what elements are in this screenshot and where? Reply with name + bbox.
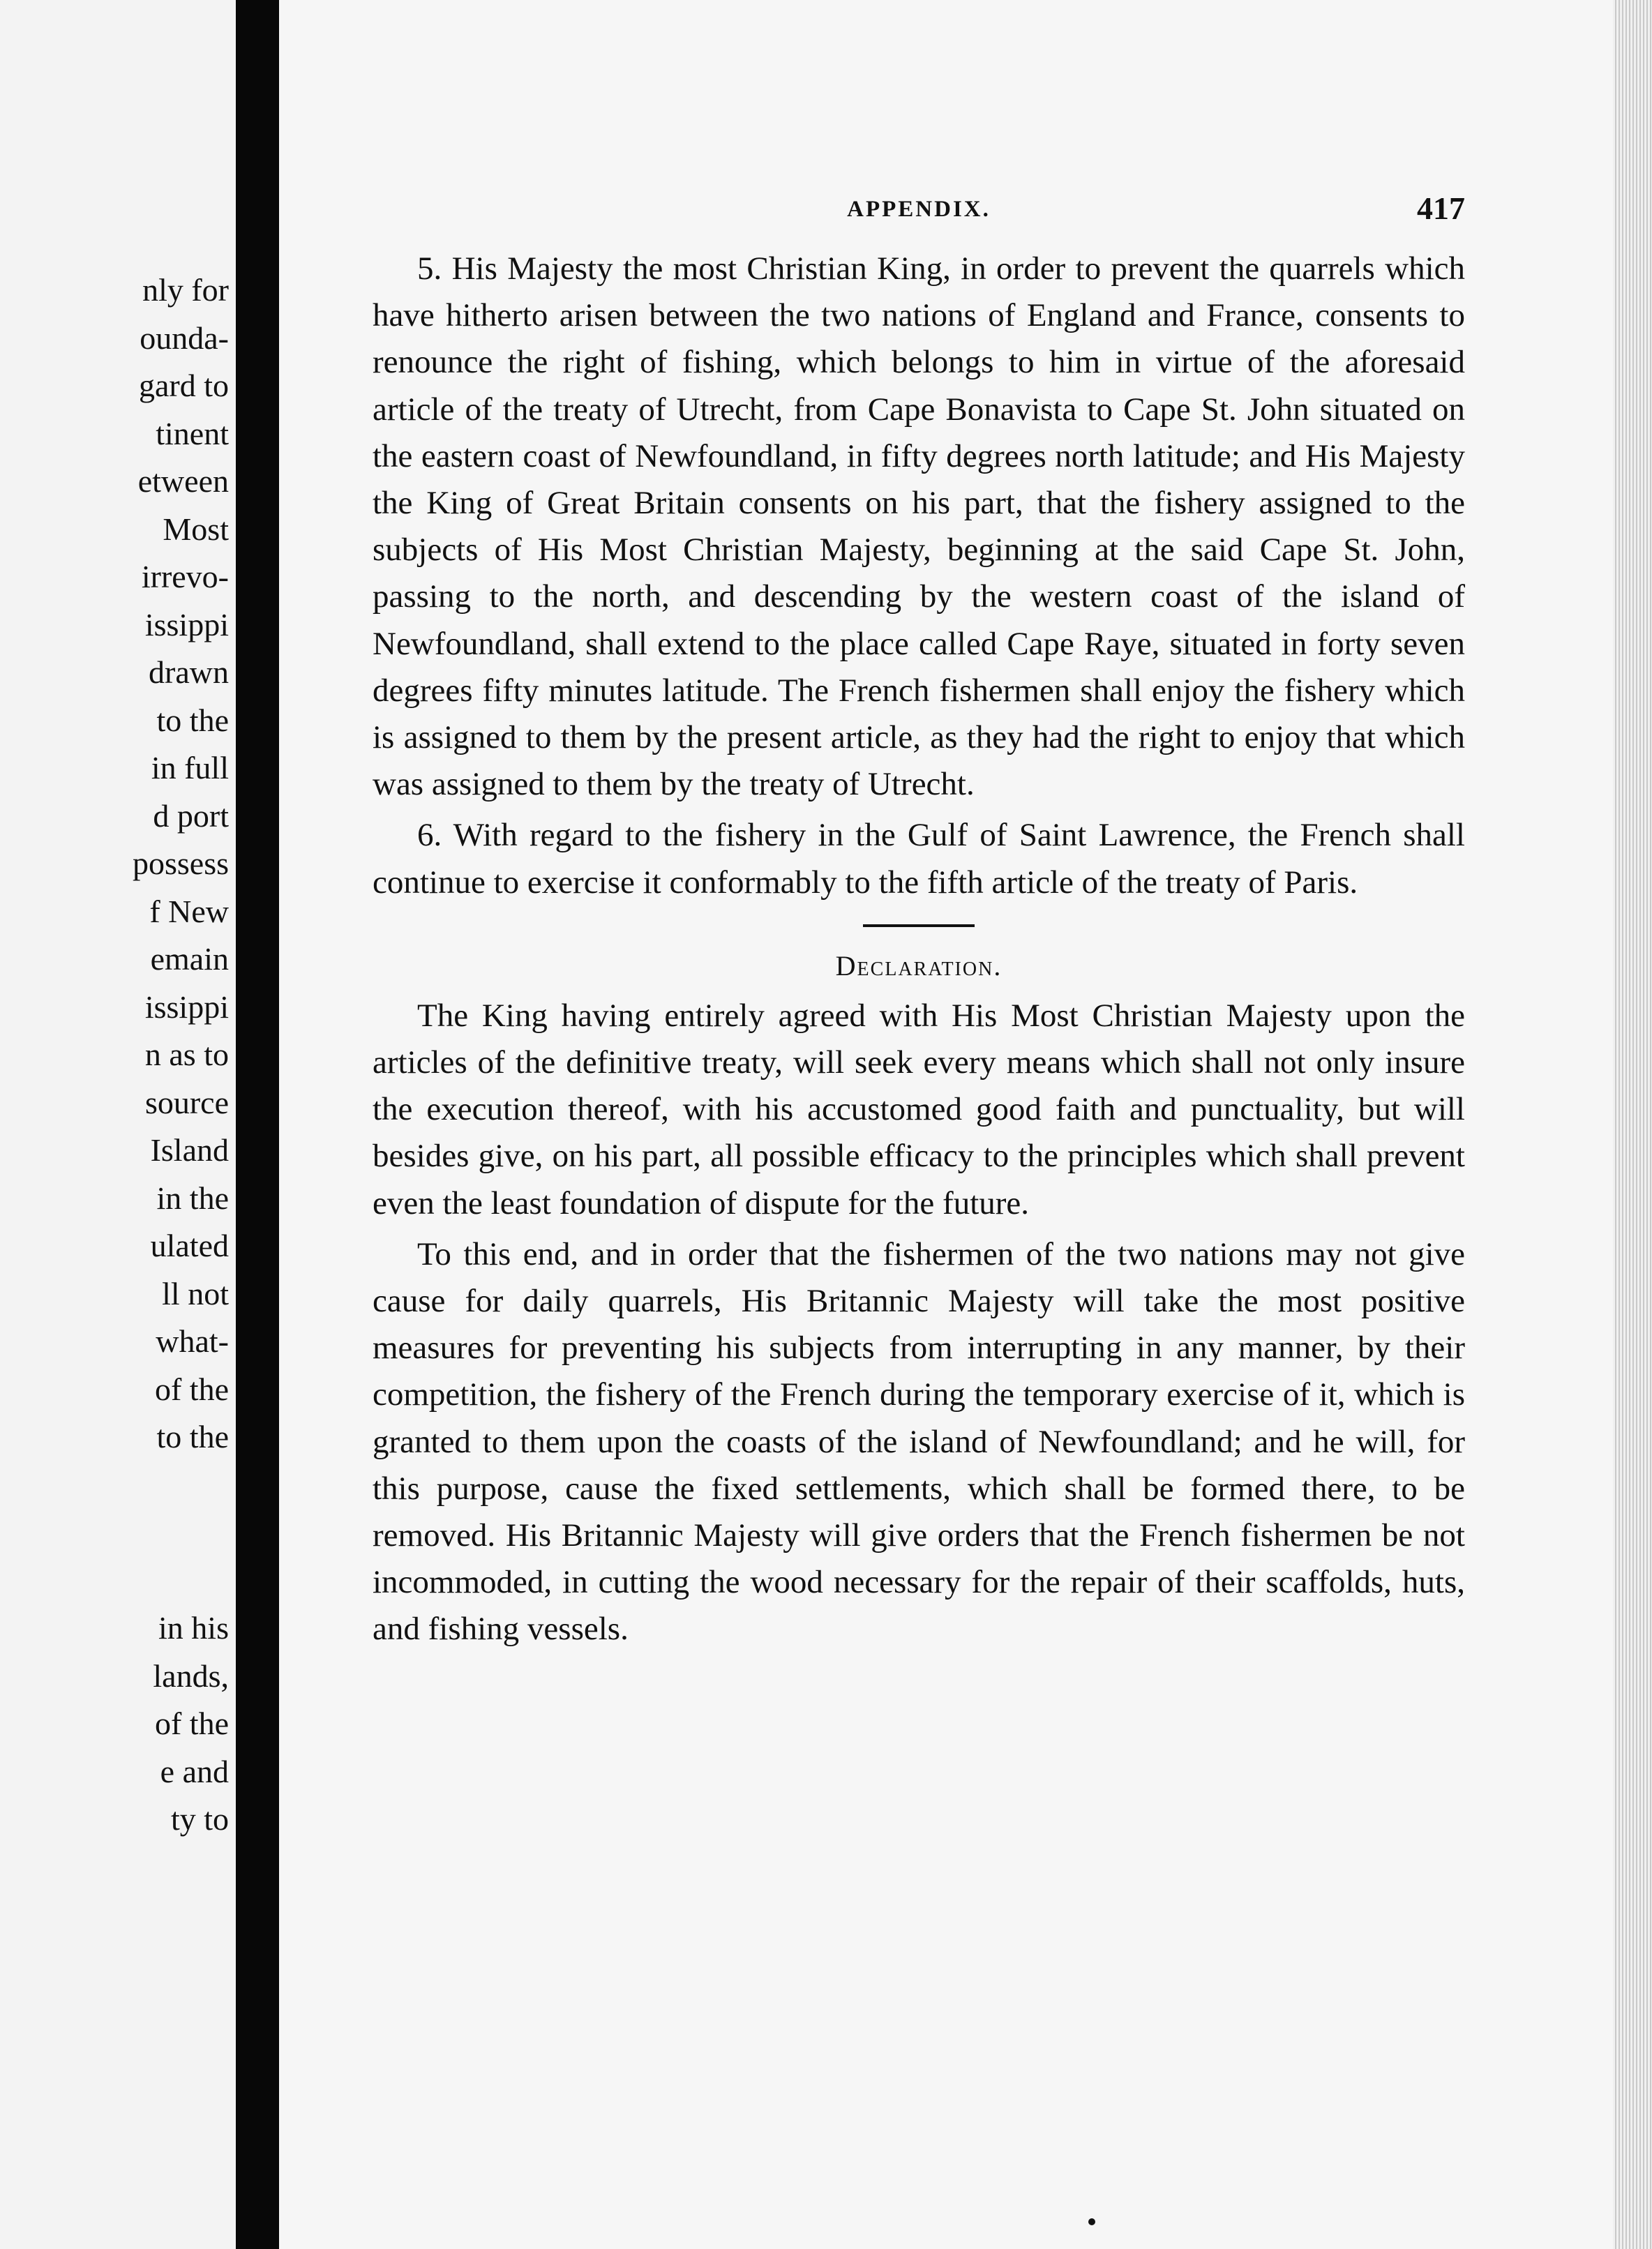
line-fragment: d port [153,797,229,834]
page-edge-stack [1613,0,1652,2249]
line-fragment [0,1557,229,1605]
line-fragment [0,1461,229,1510]
line-fragment: emain [150,941,229,977]
previous-page-lines [0,266,229,1844]
line-fragment: source [144,1084,229,1120]
page-number: 417 [1417,190,1465,226]
line-fragment: drawn [149,654,229,690]
line-fragment: f New [149,893,229,929]
article-paragraph: 5. His Majesty the most Christian King, in order to prevent the quarrels which have hitherto arisen between the two nations of England and France, consents to renounce the right of fishing, which belongs to him in virtue of the aforesaid article of the treaty of Utrecht, from Cape Bonavista to Cape St. John situated on the eastern coast of Newfoundland, in fifty degrees north latitude; and His Majesty the King of Great Britain consents on his part, that the fishery assigned to the subjects of His Most Christian Majesty, beginning at the said Cape St. John, passing to the north, and descending by the western coast of the island of Newfoundland, shall extend to the place called Cape Raye, situated in forty seven degrees fifty minutes latitude. The French fishermen shall enjoy the fishery which is assigned to them by the present article, as they had the right to enjoy that which was assigned to them by the treaty of Utrecht. [373,250,1465,803]
line-fragment: Island [150,1132,229,1168]
article-paragraph: 6. With regard to the fishery in the Gulf of Saint Lawrence, the French shall continue to exercise it conformably to the fifth article of the treaty of Paris. [373,817,1465,901]
line-fragment: e and [160,1753,229,1789]
line-fragment: issippi [144,606,229,642]
line-fragment: of the [154,1706,229,1741]
line-fragment: in full [151,750,229,785]
page-body [373,190,1465,1653]
line-fragment: ll not [162,1275,229,1311]
line-fragment: tinent [156,415,229,451]
current-page [279,0,1652,2249]
running-title: APPENDIX. [847,197,991,222]
line-fragment: what- [156,1323,229,1359]
line-fragment: nly for [142,272,229,308]
line-fragment: ounda- [140,319,229,356]
line-fragment: etween [137,463,229,499]
declaration-paragraph: The King having entirely agreed with His Most Christian Majesty upon the articles of the definitive treaty, will seek every means which shall not only insure the execution thereof, with his accustomed good faith and punctuality, but will besides give, on his part, all possible efficacy to the principles which shall prevent even the least foundation of dispute for the future. [373,997,1465,1221]
section-divider [863,924,975,927]
line-fragment: of the [154,1371,229,1407]
line-fragment: in his [158,1610,229,1646]
ink-dot [1088,2218,1095,2225]
line-fragment: ty to [170,1801,229,1837]
running-header [373,190,1465,246]
line-fragment: in the [156,1180,229,1216]
line-fragment: to the [156,1419,229,1454]
previous-page-fragment [0,0,236,2249]
line-fragment: issippi [144,988,229,1025]
line-fragment [0,1509,229,1557]
line-fragment: possess [132,845,229,881]
line-fragment: irrevo- [141,559,229,594]
section-heading: Declaration. [835,949,1003,981]
declaration-paragraph: To this end, and in order that the fishermen of the two nations may not give cause for daily quarrels, His Britannic Majesty will take the most positive measures for preventing his subjects from interrupting in any manner, by their competition, the fishery of the French during the temporary exercise of it, which is granted to them upon the coasts of the island of Newfoundland; and he will, for this purpose, cause the fixed settlements, which shall be formed there, to be removed. His Britannic Majesty will give orders that the French fishermen be not incommoded, in cutting the wood necessary for the repair of their scaffolds, huts, and fishing vessels. [373,1235,1465,1648]
book-gutter [236,0,279,2249]
line-fragment: to the [156,702,229,738]
line-fragment: gard to [138,368,229,403]
line-fragment: ulated [150,1228,229,1263]
line-fragment: n as to [144,1037,229,1072]
line-fragment: lands, [153,1657,229,1694]
line-fragment: Most [163,511,229,547]
